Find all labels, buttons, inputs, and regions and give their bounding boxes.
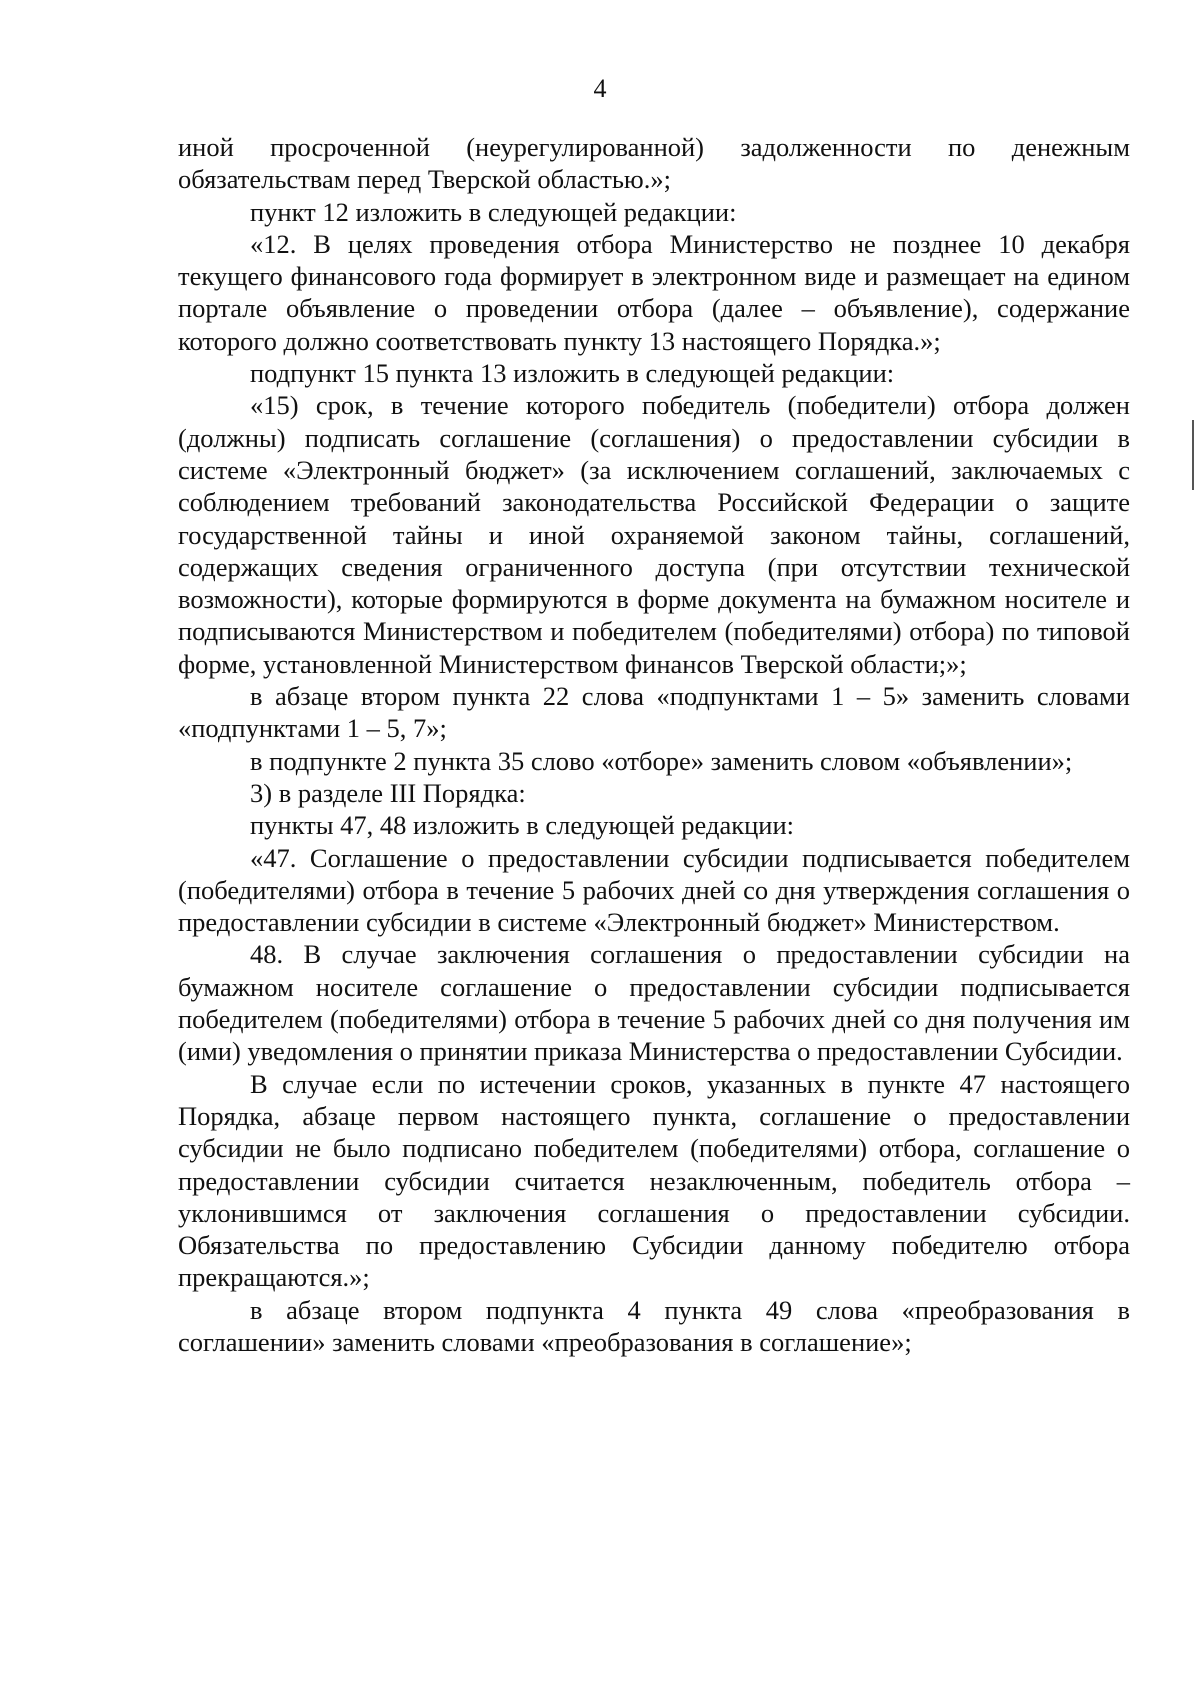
paragraph: 3) в разделе III Порядка: — [250, 777, 526, 808]
paragraph: «12. В целях проведения отбора Министерство не позднее 10 декабря текущего финансового года формирует в электронном виде и размещает на едином портале объявление о проведении отбора (далее – объявление), содержание которого должно соответствовать пункту 13 настоящего Порядка.»; — [178, 228, 1130, 356]
paragraph: «15) срок, в течение которого победитель (победители) отбора должен (должны) подписать соглашение (соглашения) о предоставлении субсидии в системе «Электронный бюджет» (за исключением соглашений, заключаемых с соблюдением требований законодательства Российской Федерации о защите государственной тайны и иной охраняемой законом тайны, соглашений, содержащих сведения ограниченного доступа (при отсутствии технической возможности), которые формируются в форме документа на бумажном носителе и подписываются Министерством и победителем (победителями) отбора) по типовой форме, установленной Министерством финансов Тверской области;»; — [178, 390, 1130, 679]
document-body — [178, 131, 1130, 1358]
paragraph: пункты 47, 48 изложить в следующей редакции: — [250, 810, 795, 841]
paragraph: подпункт 15 пункта 13 изложить в следующей редакции: — [250, 358, 895, 389]
paragraph: 48. В случае заключения соглашения о предоставлении субсидии на бумажном носителе соглашение о предоставлении субсидии подписывается победителем (победителями) отбора в течение 5 рабочих дней со дня получения им (ими) уведомления о принятии приказа Министерства о предоставлении Субсидии. — [178, 939, 1130, 1067]
paragraph: в подпункте 2 пункта 35 слово «отборе» заменить словом «объявлении»; — [250, 745, 1073, 776]
paragraph: «47. Соглашение о предоставлении субсидии подписывается победителем (победителями) отбора в течение 5 рабочих дней со дня утверждения соглашения о предоставлении субсидии в системе «Электронный бюджет» Министерством. — [178, 842, 1130, 938]
paragraph: в абзаце втором пункта 22 слова «подпунктами 1 – 5» заменить словами «подпунктами 1 – 5, 7»; — [178, 681, 1130, 744]
paragraph: иной просроченной (неурегулированной) задолженности по денежным обязательствам перед Тверской областью.»; — [178, 132, 1130, 195]
scan-edge-mark — [1192, 420, 1194, 490]
paragraph: пункт 12 изложить в следующей редакции: — [250, 196, 737, 227]
paragraph: В случае если по истечении сроков, указанных в пункте 47 настоящего Порядка, абзаце первом настоящего пункта, соглашение о предоставлении субсидии не было подписано победителем (победителями) отбора, соглашение о предоставлении субсидии считается незаключенным, победитель отбора – уклонившимся от заключения соглашения о предоставлении субсидии. Обязательства по предоставлению Субсидии данному победителю отбора прекращаются.»; — [178, 1068, 1130, 1293]
paragraph: в абзаце втором подпункта 4 пункта 49 слова «преобразования в соглашении» заменить словами «преобразования в соглашение»; — [178, 1294, 1130, 1357]
page-number: 4 — [593, 74, 607, 103]
